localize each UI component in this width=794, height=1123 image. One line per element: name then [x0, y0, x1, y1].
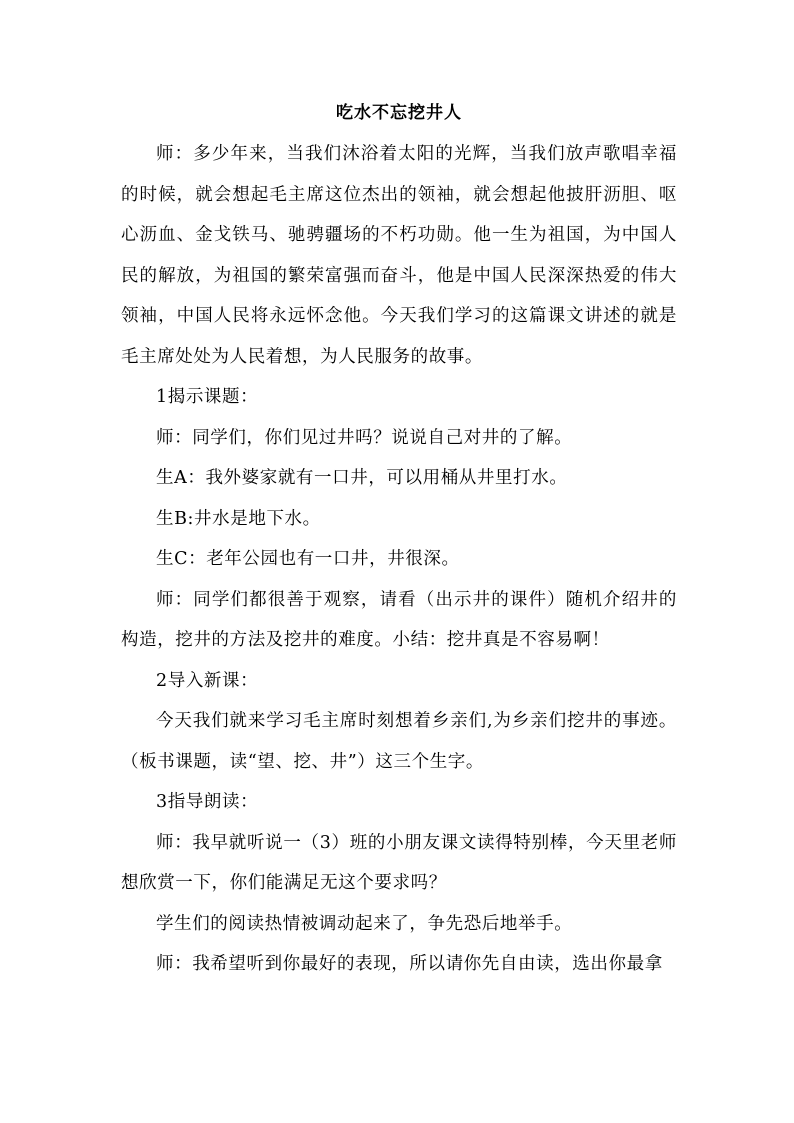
paragraph-teacher-reading: 师：我早就听说一（3）班的小朋友课文读得特别棒，今天里老师想欣赏一下，你们能满足无这个要求吗？: [121, 832, 677, 893]
paragraph-student-c: 生C：老年公园也有一口井，井很深。: [156, 549, 460, 569]
document-page: [121, 96, 677, 985]
paragraph-new-lesson: 今天我们就来学习毛主席时刻想着乡亲们,为乡亲们挖井的事迹。（板书课题，读“望、挖、井”）这三个生字。: [121, 711, 677, 772]
section-heading-reveal-topic: 1揭示课题：: [156, 387, 259, 407]
paragraph-teacher-question: 师：同学们，你们见过井吗？说说自己对井的了解。: [156, 427, 573, 448]
paragraph-teacher-instruction: 师：我希望听到你最好的表现，所以请你先自由读，选出你最拿: [156, 954, 663, 974]
paragraph-teacher-summary: 师：同学们都很善于观察，请看（出示井的课件）随机介绍井的构造，挖井的方法及挖井的难度。小结：挖井真是不容易啊！: [121, 589, 677, 650]
paragraph-student-a: 生A：我外婆家就有一口井，可以用桶从井里打水。: [156, 468, 568, 488]
paragraph-students-reaction: 学生们的阅读热情被调动起来了，争先恐后地举手。: [156, 913, 573, 934]
document-title: 吃水不忘挖井人: [336, 103, 462, 123]
paragraph-student-b: 生B:井水是地下水。: [156, 508, 321, 529]
section-heading-new-lesson: 2导入新课：: [156, 670, 259, 691]
section-heading-reading: 3指导朗读：: [156, 792, 259, 812]
paragraph-intro: 师：多少年来，当我们沐浴着太阳的光辉，当我们放声歌唱幸福的时候，就会想起毛主席这位杰出的领袖，就会想起他披肝沥胆、呕心沥血、金戈铁马、驰骋疆场的不朽功勋。他一生为祖国，为中国人民的解放，为祖国的繁荣富强而奋斗，他是中国人民深深热爱的伟大领袖，中国人民将永远怀念他。今天我们学习的这篇课文讲述的就是毛主席处处为人民着想，为人民服务的故事。: [121, 144, 677, 367]
